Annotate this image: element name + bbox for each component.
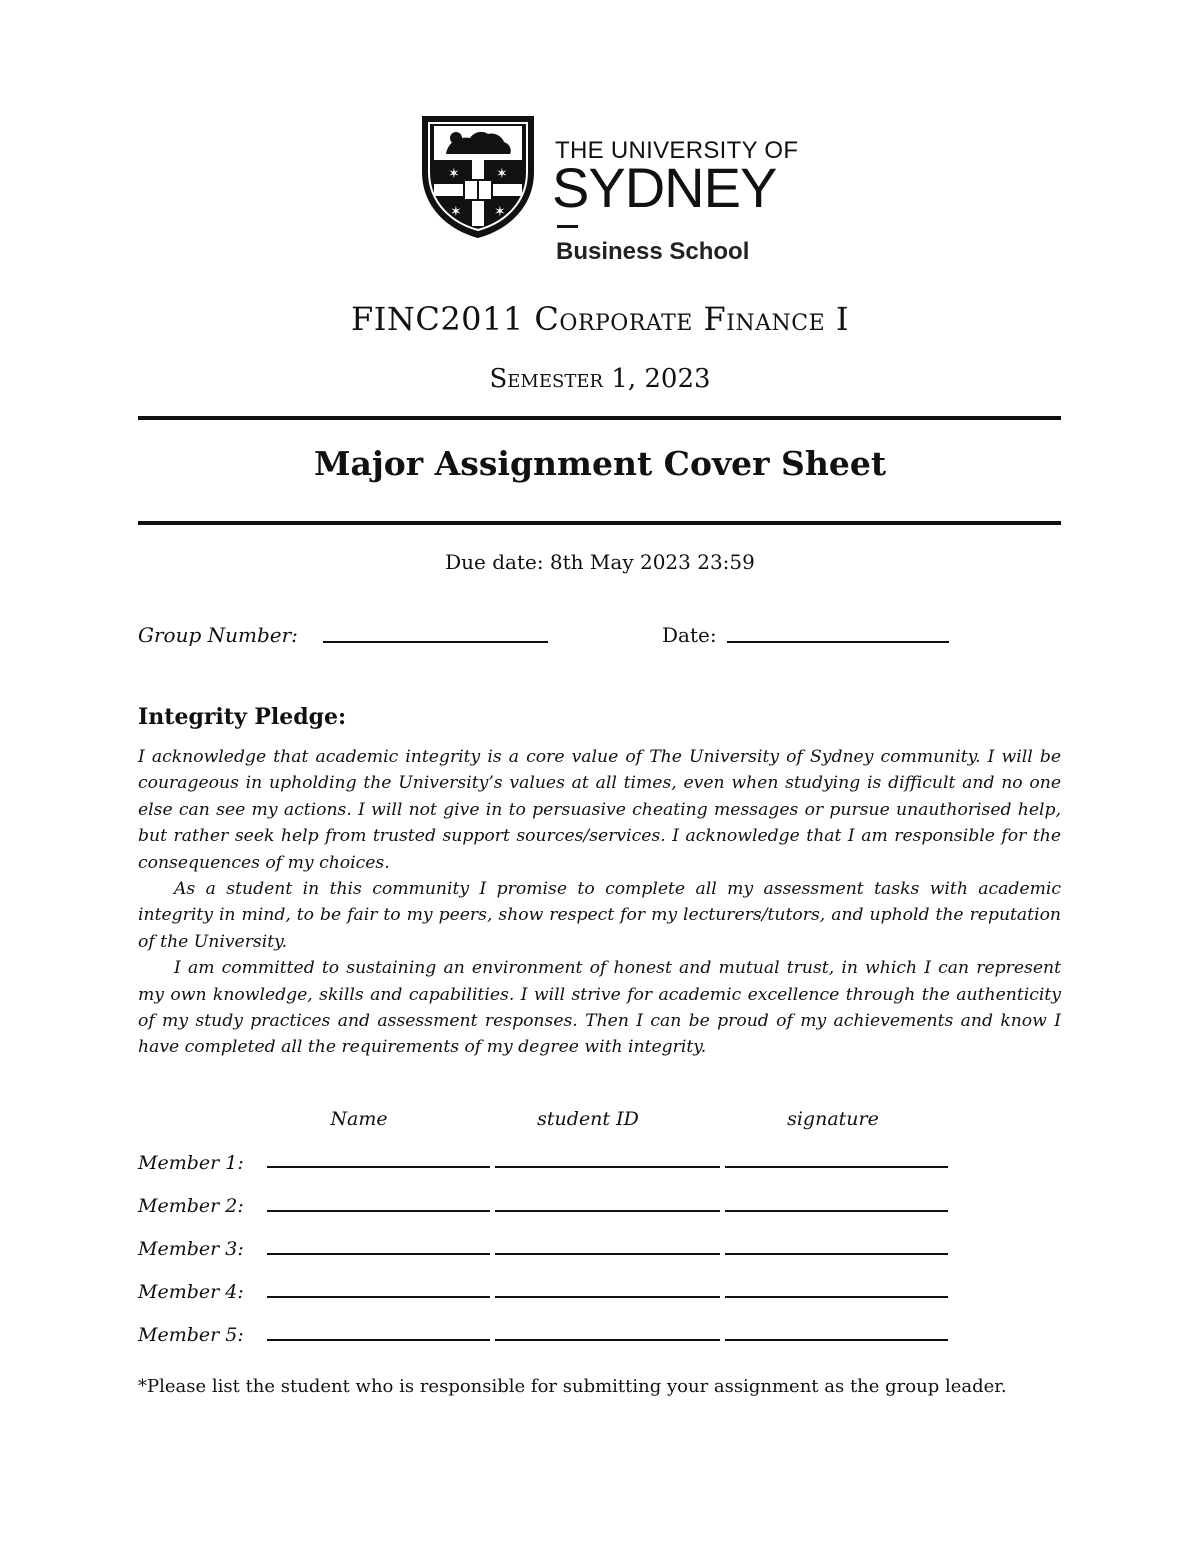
member-signature-field[interactable] xyxy=(725,1166,948,1168)
university-logo xyxy=(418,112,799,272)
course-title: FINC2011 Corporate Finance I xyxy=(350,300,849,338)
semester: Semester 1, 2023 xyxy=(489,364,711,394)
member-student-id-field[interactable] xyxy=(495,1166,720,1168)
logo-text-sydney: SYDNEY xyxy=(552,156,777,219)
group-number-label: Group Number: xyxy=(138,623,298,647)
member-name-field[interactable] xyxy=(267,1210,490,1212)
logo-text-business-school: Business School xyxy=(556,238,750,265)
member-name-field[interactable] xyxy=(267,1253,490,1255)
member-name-field[interactable] xyxy=(267,1339,490,1341)
member-label: Member 1: xyxy=(138,1152,244,1174)
logo-text-university: THE UNIVERSITY OF xyxy=(555,137,799,164)
member-signature-field[interactable] xyxy=(725,1210,948,1212)
due-date: Due date: 8th May 2023 23:59 xyxy=(445,550,755,574)
member-label: Member 5: xyxy=(138,1324,244,1346)
pledge-paragraph: As a student in this community I promise to complete all my assessment tasks with academic integrity in mind, to be fair to my peers, show respect for my lecturers/tutors, and uphold the reputation of the University. xyxy=(138,879,1061,952)
svg-text:✶: ✶ xyxy=(494,204,506,220)
sheet-title: Major Assignment Cover Sheet xyxy=(313,444,887,483)
pledge-paragraph: I acknowledge that academic integrity is a core value of The University of Sydney community. I will be courageous in upholding the University’s values at all times, even when studying is difficult and no one else can see my actions. I will not give in to persuasive cheating messages or pursue unauthorised help, but rather seek help from trusted support sources/services. I acknowledge that I am responsible for the consequences of my choices. xyxy=(138,747,1061,873)
member-label: Member 4: xyxy=(138,1281,244,1303)
svg-text:✶: ✶ xyxy=(448,166,460,182)
member-signature-field[interactable] xyxy=(725,1296,948,1298)
member-label: Member 3: xyxy=(138,1238,244,1260)
column-header-signature: signature xyxy=(787,1108,879,1130)
date-field[interactable] xyxy=(727,641,949,643)
member-student-id-field[interactable] xyxy=(495,1339,720,1341)
logo-divider xyxy=(557,225,578,228)
svg-text:✶: ✶ xyxy=(496,166,508,182)
footnote: *Please list the student who is responsible for submitting your assignment as the group leader. xyxy=(138,1376,1007,1397)
member-signature-field[interactable] xyxy=(725,1339,948,1341)
university-crest-icon xyxy=(418,112,538,242)
member-label: Member 2: xyxy=(138,1195,244,1217)
svg-text:✶: ✶ xyxy=(450,204,462,220)
member-student-id-field[interactable] xyxy=(495,1296,720,1298)
title-rule-top xyxy=(138,416,1061,420)
member-name-field[interactable] xyxy=(267,1166,490,1168)
pledge-body xyxy=(138,744,1061,1061)
member-student-id-field[interactable] xyxy=(495,1253,720,1255)
group-number-field[interactable] xyxy=(323,641,548,643)
member-signature-field[interactable] xyxy=(725,1253,948,1255)
pledge-heading: Integrity Pledge: xyxy=(138,704,347,730)
member-name-field[interactable] xyxy=(267,1296,490,1298)
pledge-paragraph: I am committed to sustaining an environment of honest and mutual trust, in which I can represent my own knowledge, skills and capabilities. I will strive for academic excellence through the authenticity of my study practices and assessment responses. Then I can be proud of my achievements and know I have completed all the requirements of my degree with integrity. xyxy=(138,958,1061,1058)
column-header-name: Name xyxy=(330,1108,388,1130)
member-student-id-field[interactable] xyxy=(495,1210,720,1212)
title-rule-bottom xyxy=(138,521,1061,525)
date-label: Date: xyxy=(662,623,717,647)
column-header-student-id: student ID xyxy=(537,1108,639,1130)
